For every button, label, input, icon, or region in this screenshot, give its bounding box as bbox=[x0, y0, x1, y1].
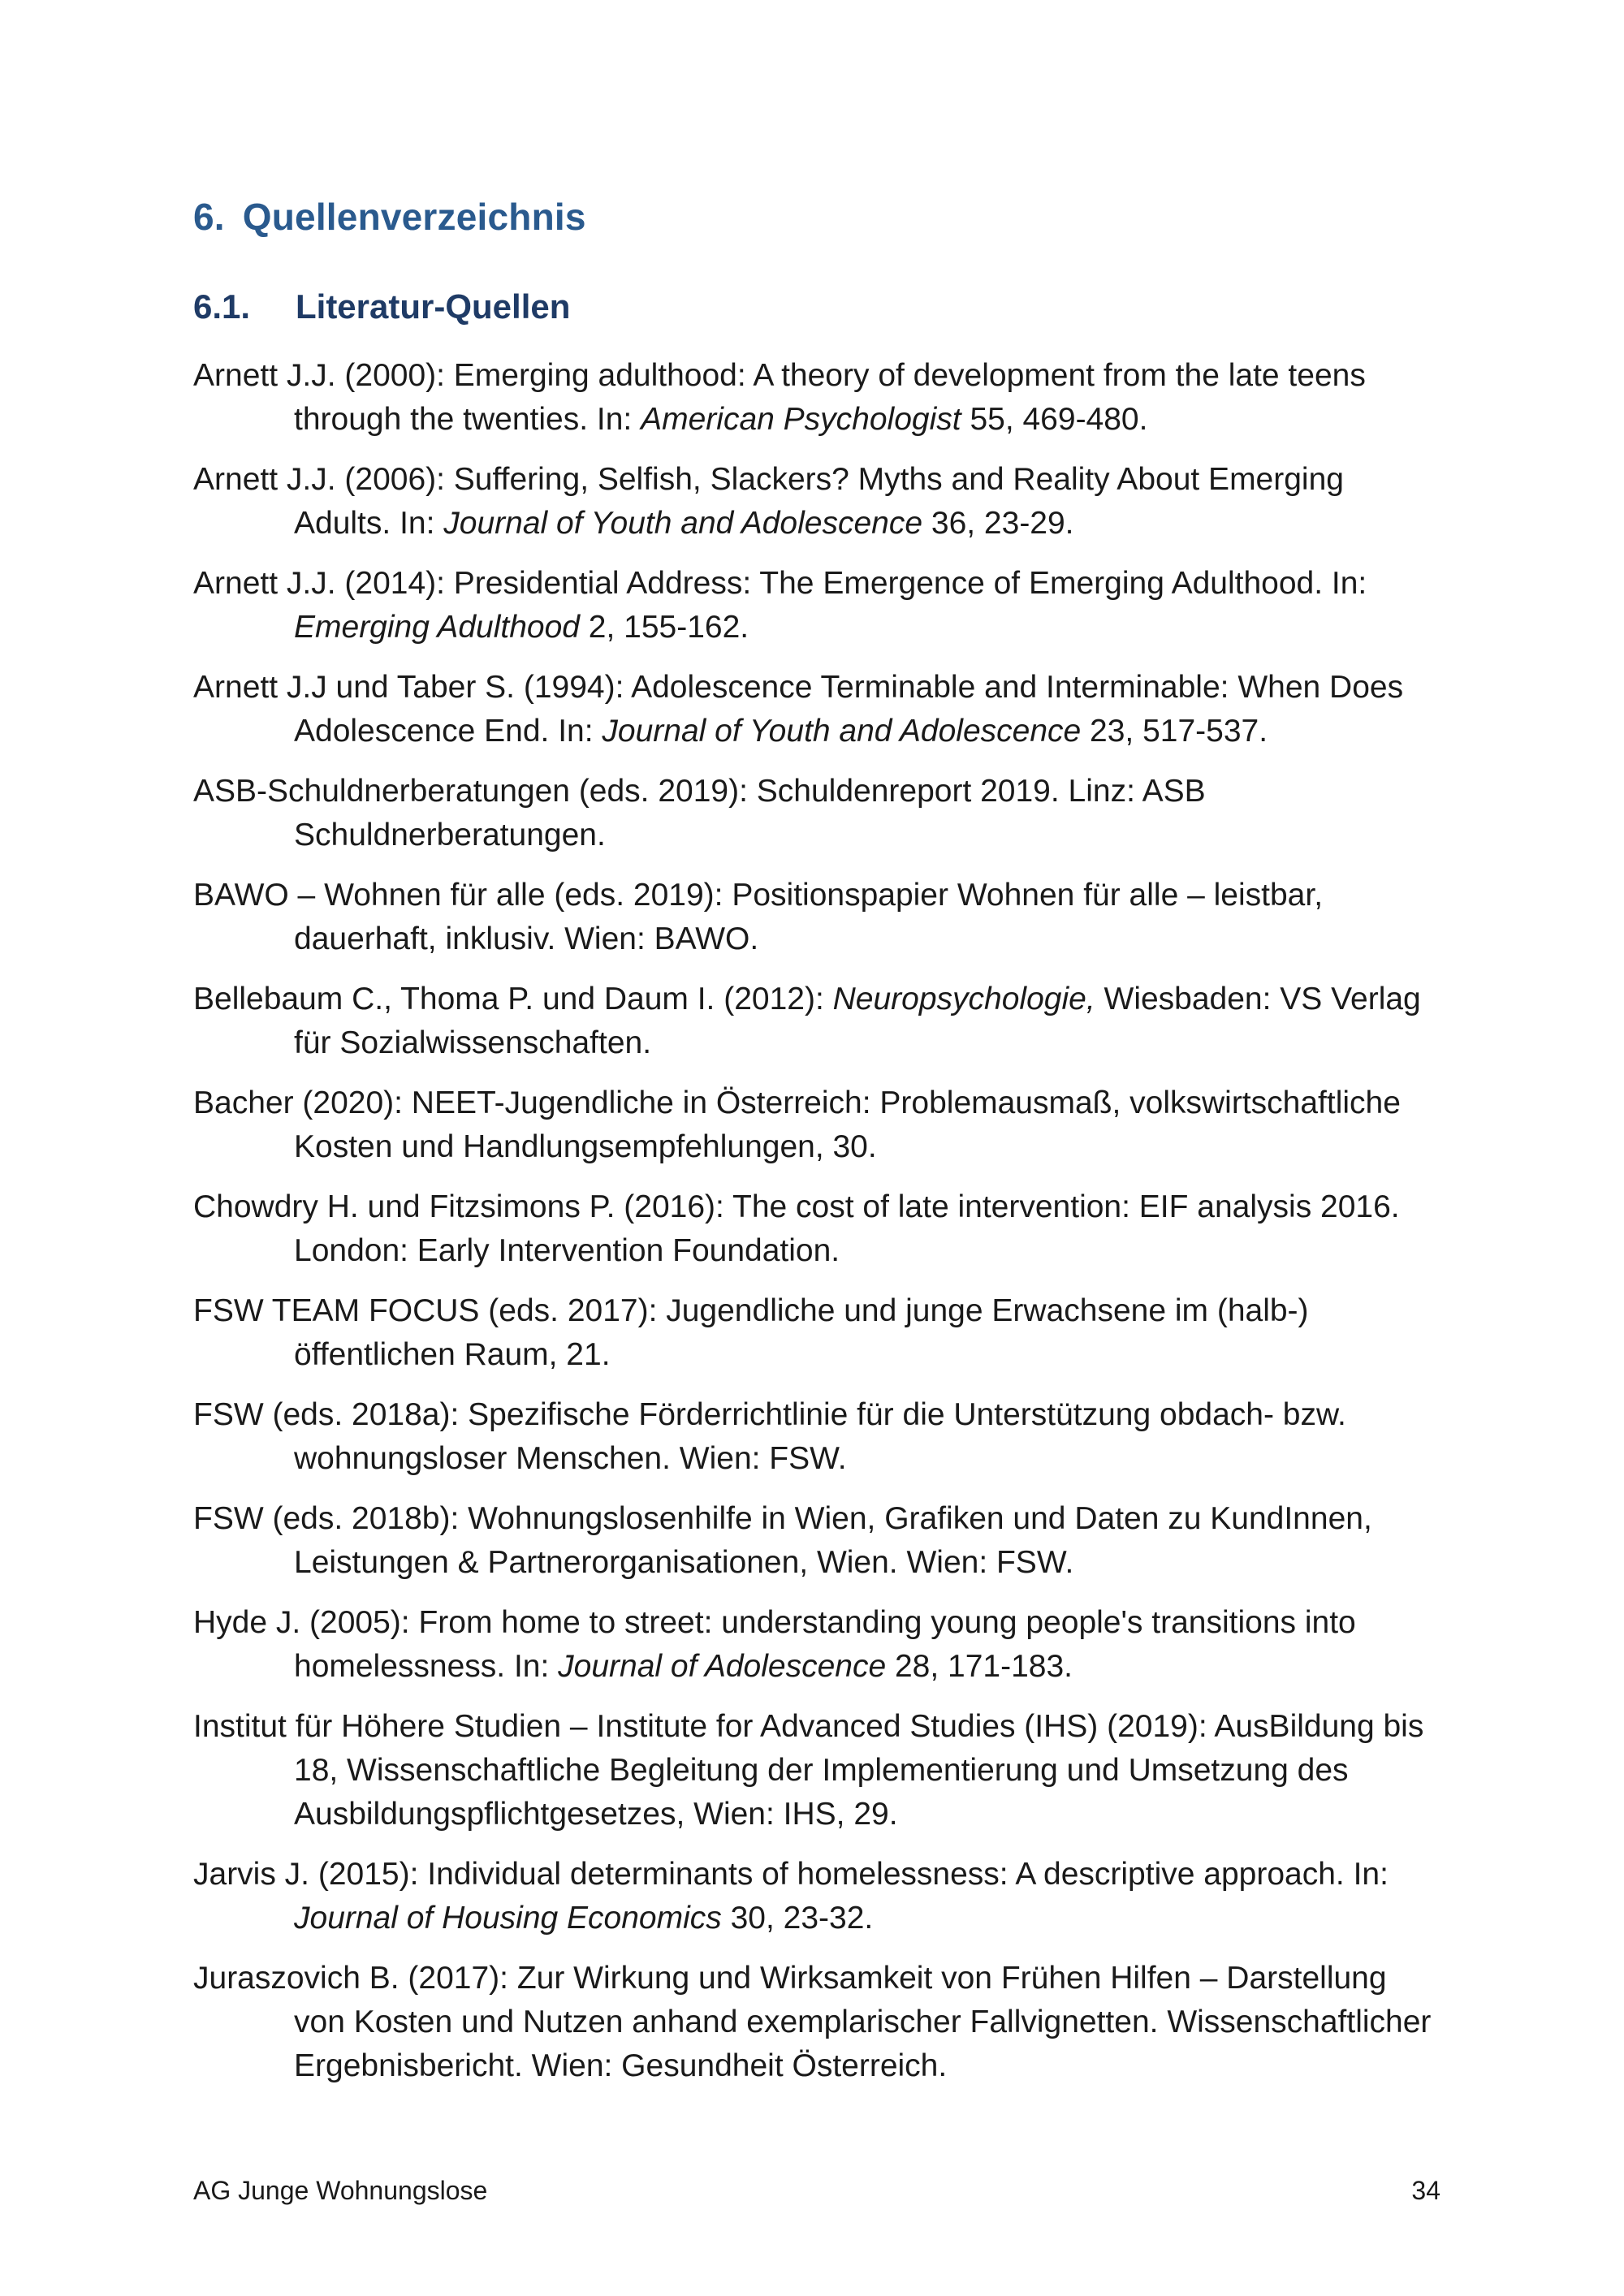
reference-entry bbox=[193, 1957, 1444, 2088]
reference-text: FSW (eds. 2018a): Spezifische Förderrichtlinie für die Unterstützung obdach- bzw. wohnungsloser Menschen. Wien: FSW. bbox=[193, 1397, 1346, 1476]
reference-entry bbox=[193, 1497, 1444, 1585]
reference-text: Arnett J.J und Taber S. (1994): Adolescence Terminable and Interminable: When Does Adolescence End. In: bbox=[193, 670, 1404, 749]
reference-entry bbox=[193, 978, 1444, 1065]
reference-text: Arnett J.J. (2000): Emerging adulthood: A theory of development from the late teens through the twenties. In: bbox=[193, 358, 1366, 437]
reference-text: Jarvis J. (2015): Individual determinants of homelessness: A descriptive approach. In: bbox=[193, 1857, 1389, 1892]
reference-details: 2, 155-162. bbox=[579, 610, 749, 645]
reference-text: BAWO – Wohnen für alle (eds. 2019): Positionspapier Wohnen für alle – leistbar, dauerhaft, inklusiv. Wien: BAWO. bbox=[193, 878, 1324, 956]
reference-entry bbox=[193, 1289, 1444, 1377]
reference-text: FSW TEAM FOCUS (eds. 2017): Jugendliche und junge Erwachsene im (halb-) öffentlichen Raum, 21. bbox=[193, 1293, 1309, 1372]
reference-source-title: Journal of Youth and Adolescence bbox=[602, 714, 1082, 749]
reference-source-title: Journal of Youth and Adolescence bbox=[443, 506, 923, 541]
reference-details: 30, 23-32. bbox=[721, 1901, 874, 1936]
reference-entry bbox=[193, 1081, 1444, 1169]
reference-entry bbox=[193, 666, 1444, 753]
reference-list bbox=[193, 354, 1444, 2104]
section-heading bbox=[193, 195, 586, 239]
reference-text: Arnett J.J. (2006): Suffering, Selfish, Slackers? Myths and Reality About Emerging Adults. In: bbox=[193, 462, 1344, 541]
reference-text: Bacher (2020): NEET-Jugendliche in Österreich: Problemausmaß, volkswirtschaftliche Kosten und Handlungsempfehlungen, 30. bbox=[193, 1085, 1401, 1164]
subsection-title: Literatur-Quellen bbox=[296, 287, 571, 326]
reference-details: 23, 517-537. bbox=[1081, 714, 1268, 749]
reference-entry bbox=[193, 1601, 1444, 1689]
reference-source-title: Journal of Adolescence bbox=[558, 1649, 887, 1684]
reference-details: Wiesbaden: VS Verlag für Sozialwissenschaften. bbox=[294, 982, 1421, 1060]
reference-details: 36, 23-29. bbox=[922, 506, 1074, 541]
reference-text: FSW (eds. 2018b): Wohnungslosenhilfe in Wien, Grafiken und Daten zu KundInnen, Leistungen & Partnerorganisationen, Wien. Wien: FSW. bbox=[193, 1501, 1372, 1580]
reference-source-title: Journal of Housing Economics bbox=[294, 1901, 722, 1936]
reference-entry bbox=[193, 770, 1444, 857]
reference-text: ASB-Schuldnerberatungen (eds. 2019): Schuldenreport 2019. Linz: ASB Schuldnerberatungen. bbox=[193, 774, 1206, 852]
reference-text: Juraszovich B. (2017): Zur Wirkung und Wirksamkeit von Frühen Hilfen – Darstellung von Kosten und Nutzen anhand exemplarischer Fallvignetten. Wissenschaftlicher Ergebnisbericht. Wien: Gesundheit Österreich. bbox=[193, 1961, 1432, 2083]
section-number: 6. bbox=[193, 196, 225, 238]
footer-title: AG Junge Wohnungslose bbox=[193, 2176, 488, 2205]
page-number: 34 bbox=[1411, 2176, 1440, 2205]
reference-text: Bellebaum C., Thoma P. und Daum I. (2012): bbox=[193, 982, 833, 1016]
subsection-heading bbox=[193, 287, 570, 326]
reference-entry bbox=[193, 874, 1444, 961]
subsection-number: 6.1. bbox=[193, 287, 251, 326]
reference-entry bbox=[193, 458, 1444, 546]
section-title: Quellenverzeichnis bbox=[242, 196, 586, 238]
reference-text: Institut für Höhere Studien – Institute for Advanced Studies (IHS) (2019): AusBildung bis 18, Wissenschaftliche Begleitung der Implementierung und Umsetzung des Ausbildungspflichtgesetzes, Wien: IHS, 29. bbox=[193, 1709, 1424, 1832]
reference-entry bbox=[193, 1185, 1444, 1273]
reference-entry bbox=[193, 354, 1444, 442]
reference-details: 28, 171-183. bbox=[886, 1649, 1073, 1684]
reference-text: Hyde J. (2005): From home to street: understanding young people's transitions into homelessness. In: bbox=[193, 1605, 1356, 1684]
reference-source-title: American Psychologist bbox=[641, 402, 961, 437]
reference-entry bbox=[193, 1393, 1444, 1481]
reference-text: Arnett J.J. (2014): Presidential Address: The Emergence of Emerging Adulthood. In: bbox=[193, 566, 1367, 601]
reference-details: 55, 469-480. bbox=[961, 402, 1148, 437]
reference-text: Chowdry H. und Fitzsimons P. (2016): The cost of late intervention: EIF analysis 2016. London: Early Intervention Foundation. bbox=[193, 1189, 1400, 1268]
reference-source-title: Neuropsychologie, bbox=[832, 982, 1095, 1016]
reference-entry bbox=[193, 1705, 1444, 1836]
reference-source-title: Emerging Adulthood bbox=[294, 610, 580, 645]
reference-entry bbox=[193, 562, 1444, 650]
reference-entry bbox=[193, 1853, 1444, 1940]
